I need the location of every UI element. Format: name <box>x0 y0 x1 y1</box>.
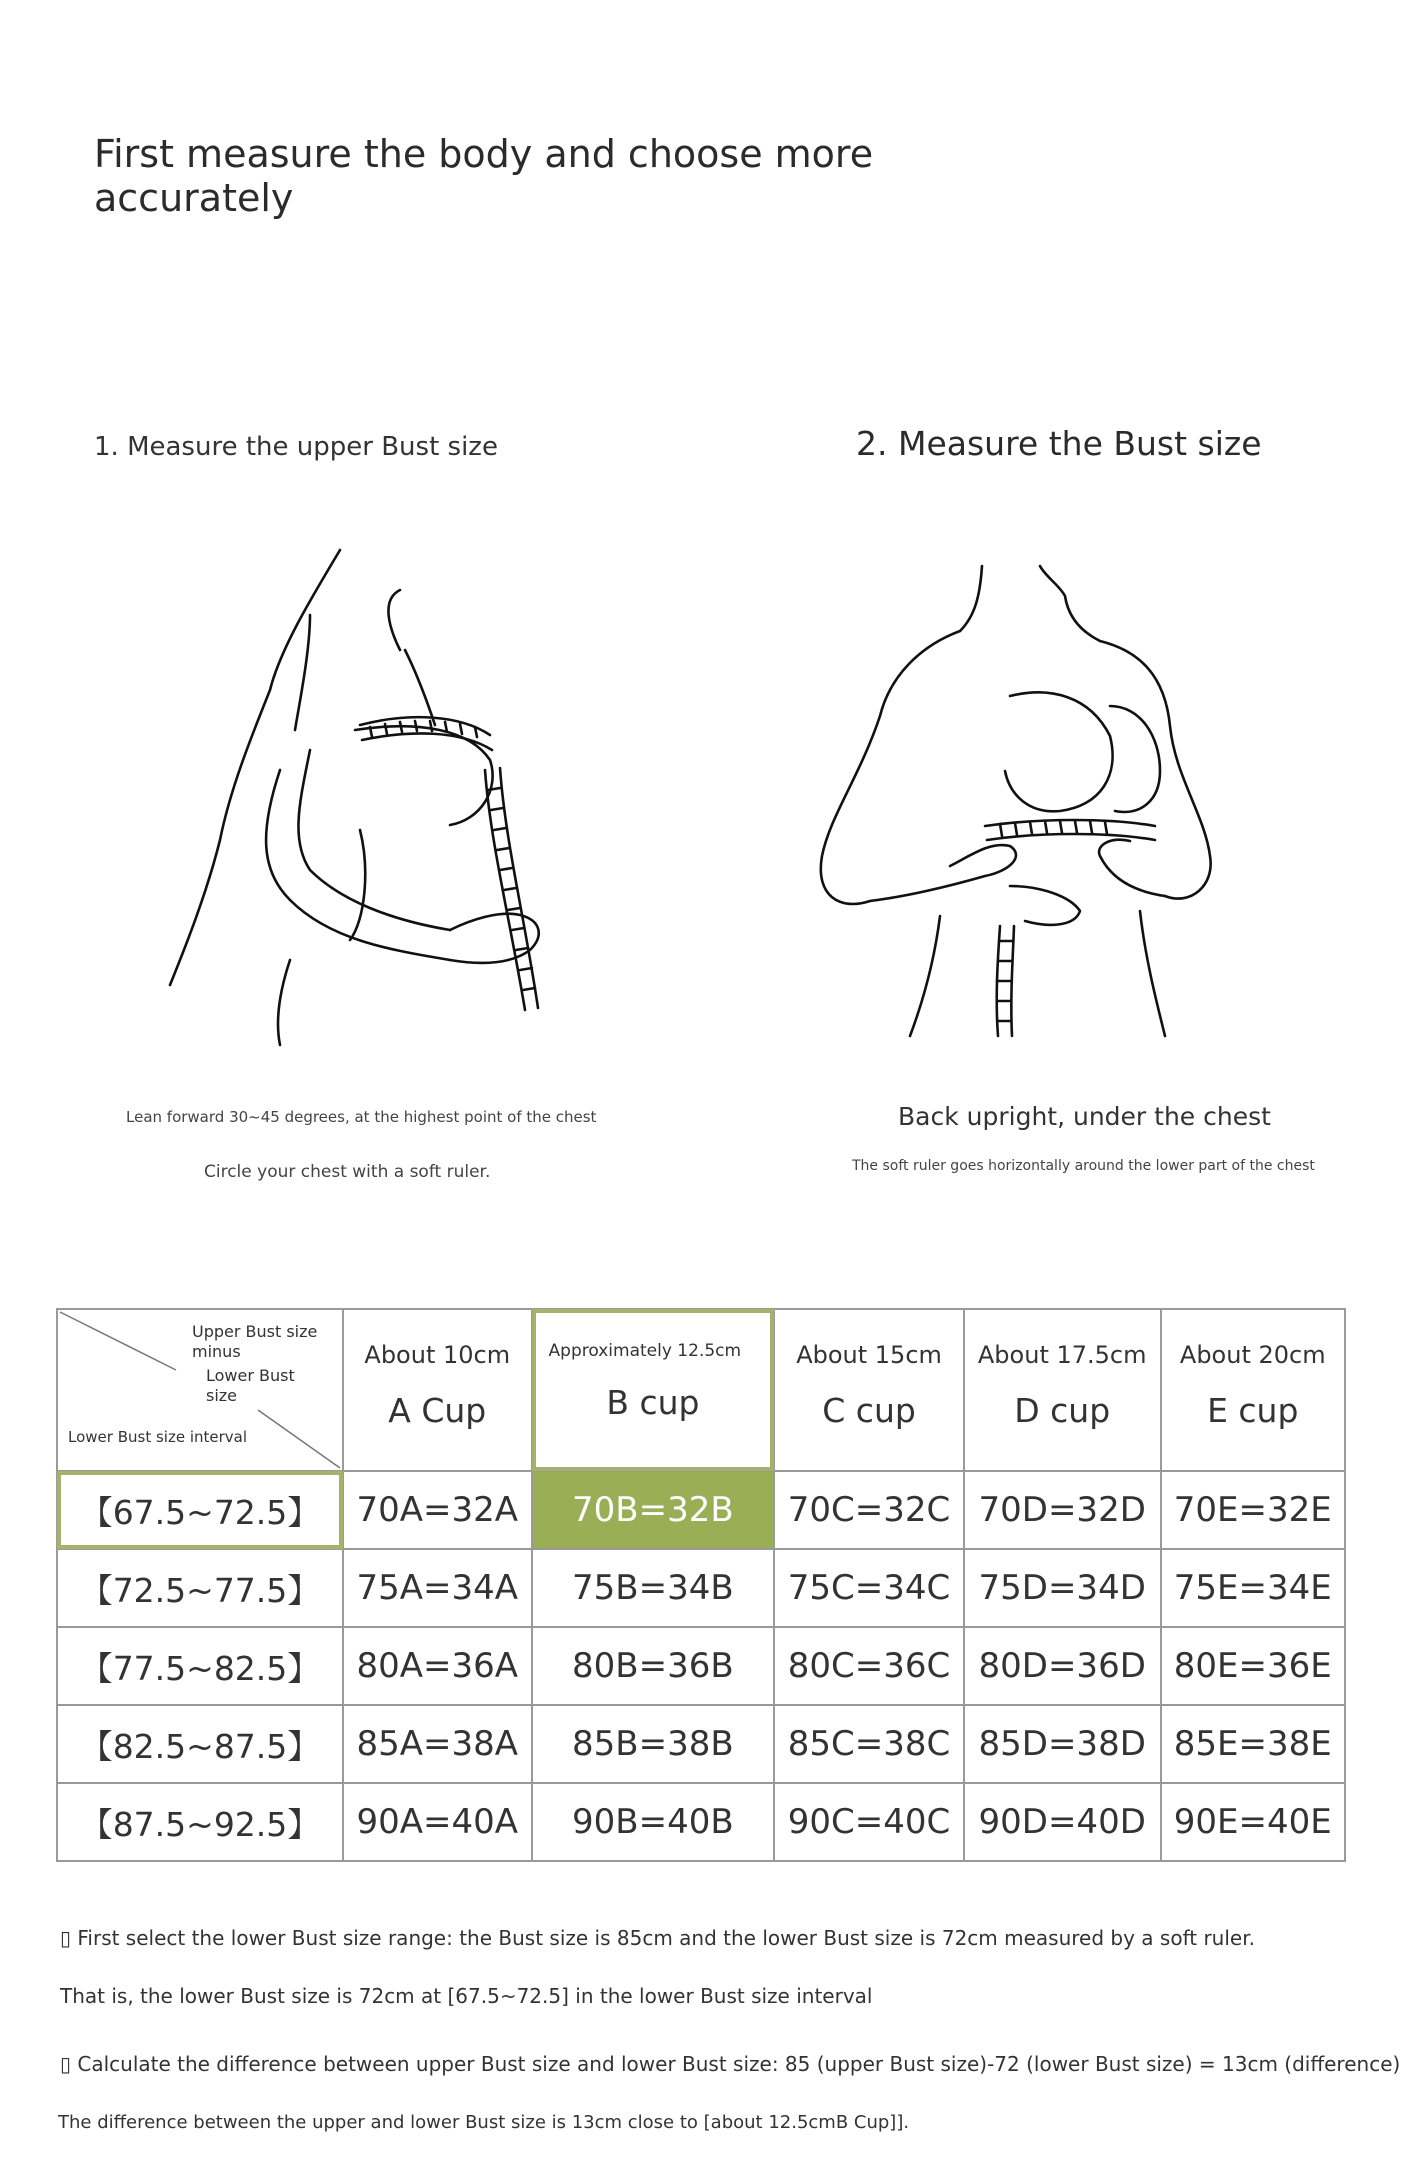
size-cell: 75C=34C <box>774 1549 964 1627</box>
instruction-note-4: The difference between the upper and lower Bust size is 13cm close to [about 12.5cmB Cup]]. <box>58 2112 910 2133</box>
size-cell: 80E=36E <box>1161 1627 1345 1705</box>
cup-name-label: E cup <box>1207 1390 1299 1430</box>
size-cell: 85A=38A <box>343 1705 532 1783</box>
size-cell: 90A=40A <box>343 1783 532 1861</box>
table-row <box>57 1705 1345 1783</box>
corner-label-middle: Lower Bust size <box>206 1366 295 1405</box>
cup-name-label: D cup <box>1014 1390 1111 1430</box>
size-cell: 70A=32A <box>343 1471 532 1549</box>
size-cell: 90C=40C <box>774 1783 964 1861</box>
size-cell: 75D=34D <box>964 1549 1161 1627</box>
cup-name-label: B cup <box>606 1382 700 1422</box>
size-cell: 75E=34E <box>1161 1549 1345 1627</box>
size-cell: 70E=32E <box>1161 1471 1345 1549</box>
cup-name-label: A Cup <box>388 1390 487 1430</box>
step1-caption-line2: Circle your chest with a soft ruler. <box>204 1162 491 1182</box>
size-cell: 80B=36B <box>532 1627 775 1705</box>
step1-caption-line1: Lean forward 30~45 degrees, at the highest point of the chest <box>126 1108 597 1126</box>
size-chart-header-row <box>57 1309 1345 1471</box>
range-cell: 【72.5~77.5】 <box>57 1549 343 1627</box>
size-cell: 80A=36A <box>343 1627 532 1705</box>
size-cell: 80D=36D <box>964 1627 1161 1705</box>
page-title: First measure the body and choose more accurately <box>94 132 874 220</box>
cup-diff-label: About 20cm <box>1179 1340 1326 1369</box>
header-cup-e <box>1161 1309 1345 1471</box>
corner-header-cell <box>57 1309 343 1471</box>
size-cell: 75B=34B <box>532 1549 775 1627</box>
step1-heading: 1. Measure the upper Bust size <box>94 432 498 462</box>
cup-diff-label: About 17.5cm <box>977 1340 1147 1369</box>
table-row <box>57 1471 1345 1549</box>
size-cell: 90E=40E <box>1161 1783 1345 1861</box>
corner-label-top: Upper Bust size minus <box>192 1322 318 1361</box>
cup-diff-label: About 10cm <box>364 1340 511 1369</box>
corner-label-bottom: Lower Bust size interval <box>68 1428 248 1446</box>
size-cell: 85B=38B <box>532 1705 775 1783</box>
size-cell-highlighted: 70B=32B <box>532 1471 775 1549</box>
step2-caption-line1: Back upright, under the chest <box>898 1102 1271 1131</box>
size-cell: 70C=32C <box>774 1471 964 1549</box>
size-cell: 85E=38E <box>1161 1705 1345 1783</box>
size-cell: 80C=36C <box>774 1627 964 1705</box>
header-cup-d <box>964 1309 1161 1471</box>
size-cell: 70D=32D <box>964 1471 1161 1549</box>
size-cell: 85D=38D <box>964 1705 1161 1783</box>
instruction-note-3: ▯ Calculate the difference between upper Bust size and lower Bust size: 85 (upper Bust size)-72 (lower Bust size) = 13cm (difference) <box>60 2052 1401 2076</box>
range-cell: 【87.5~92.5】 <box>57 1783 343 1861</box>
size-cell: 90D=40D <box>964 1783 1161 1861</box>
range-cell: 【82.5~87.5】 <box>57 1705 343 1783</box>
header-cup-c <box>774 1309 964 1471</box>
size-chart-table <box>56 1308 1346 1862</box>
size-cell: 85C=38C <box>774 1705 964 1783</box>
step2-heading: 2. Measure the Bust size <box>856 424 1262 463</box>
header-cup-b <box>532 1309 775 1471</box>
size-cell: 75A=34A <box>343 1549 532 1627</box>
step2-caption-line2: The soft ruler goes horizontally around the lower part of the chest <box>852 1158 1315 1174</box>
lower-bust-measure-illustration <box>810 556 1240 1046</box>
table-row <box>57 1549 1345 1627</box>
table-row <box>57 1783 1345 1861</box>
instruction-note-1: ▯ First select the lower Bust size range: the Bust size is 85cm and the lower Bust size is 72cm measured by a soft ruler. <box>60 1926 1255 1950</box>
table-row <box>57 1627 1345 1705</box>
range-cell: 【77.5~82.5】 <box>57 1627 343 1705</box>
instruction-note-2: That is, the lower Bust size is 72cm at [67.5~72.5] in the lower Bust size interval <box>60 1984 873 2008</box>
size-cell: 90B=40B <box>532 1783 775 1861</box>
upper-bust-measure-illustration <box>160 540 580 1050</box>
cup-diff-label: About 15cm <box>796 1340 942 1369</box>
header-cup-a <box>343 1309 532 1471</box>
cup-name-label: C cup <box>822 1390 916 1430</box>
range-cell: 【67.5~72.5】 <box>57 1471 343 1549</box>
cup-diff-label: Approximately 12.5cm <box>548 1340 742 1361</box>
